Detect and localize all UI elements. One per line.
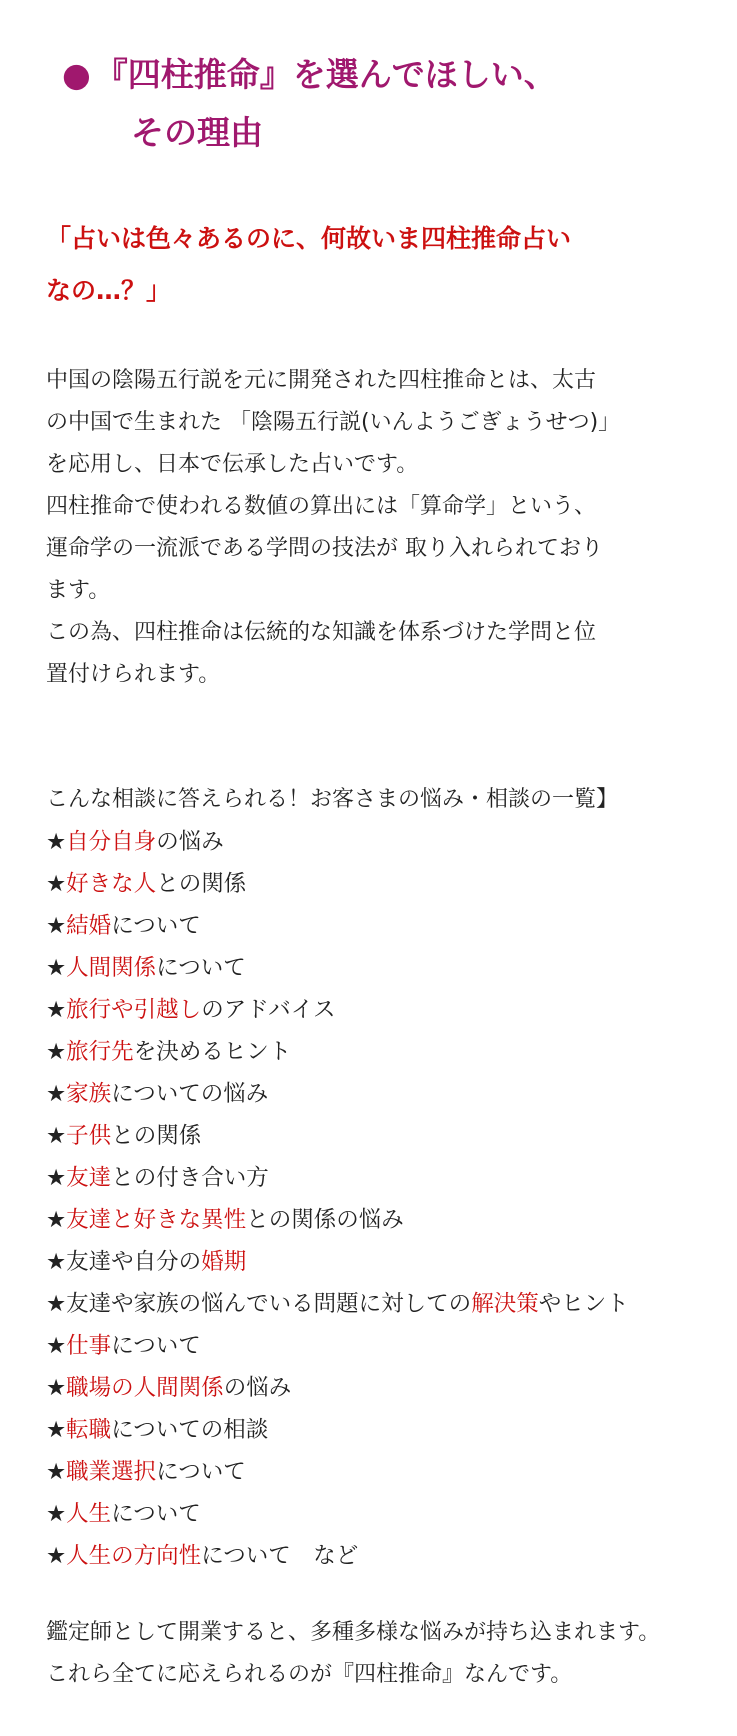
intro-line: を応用し、日本で伝承した占いです。 bbox=[46, 452, 419, 477]
list-item bbox=[46, 1241, 629, 1283]
list-item-text: 友達や自分の bbox=[66, 1249, 202, 1275]
list-item bbox=[46, 821, 629, 863]
list-item-highlight: 解決策 bbox=[471, 1291, 539, 1317]
list-item bbox=[46, 1535, 629, 1577]
bullet-icon: ● bbox=[62, 55, 91, 94]
star-icon: ★ bbox=[46, 1375, 67, 1401]
list-item-highlight: 自分自身 bbox=[66, 829, 157, 855]
list-item-text: について bbox=[111, 913, 201, 939]
star-icon: ★ bbox=[46, 1459, 67, 1485]
list-item-highlight: 友達 bbox=[66, 1165, 112, 1191]
list-item-highlight: 転職 bbox=[66, 1417, 112, 1443]
section-title-line1: 『四柱推命』を選んでほしい、 bbox=[94, 55, 557, 94]
list-item bbox=[46, 947, 629, 989]
list-item-text: の悩み bbox=[223, 1375, 292, 1401]
list-item-text: について bbox=[111, 1501, 201, 1527]
list-item bbox=[46, 1199, 629, 1241]
list-item bbox=[46, 1367, 629, 1409]
list-item-highlight: 職業選択 bbox=[66, 1459, 157, 1485]
list-item-highlight: 好きな人 bbox=[66, 871, 157, 897]
closing-paragraph bbox=[46, 1612, 660, 1696]
intro-line: ます。 bbox=[46, 578, 111, 603]
consultation-list-heading: こんな相談に答えられる！お客さまの悩み・相談の一覧】 bbox=[46, 787, 619, 812]
list-item-text: との関係の悩み bbox=[246, 1207, 404, 1233]
intro-line: この為、四柱推命は伝統的な知識を体系づけた学問と位 bbox=[46, 620, 597, 645]
list-item-text: やヒント bbox=[538, 1291, 629, 1317]
intro-line: 中国の陰陽五行説を元に開発された四柱推命とは、太古 bbox=[46, 368, 597, 393]
list-item-text: について bbox=[156, 955, 246, 981]
list-item bbox=[46, 1115, 629, 1157]
list-item-highlight: 職場の人間関係 bbox=[66, 1375, 224, 1401]
list-item bbox=[46, 1451, 629, 1493]
consultation-list bbox=[46, 821, 629, 1577]
star-icon: ★ bbox=[46, 1333, 67, 1359]
star-icon: ★ bbox=[46, 1249, 67, 1275]
star-icon: ★ bbox=[46, 1165, 67, 1191]
star-icon: ★ bbox=[46, 1543, 67, 1569]
intro-line: 運命学の一流派である学問の技法が 取り入れられており bbox=[46, 536, 603, 561]
list-item bbox=[46, 1073, 629, 1115]
star-icon: ★ bbox=[46, 1081, 67, 1107]
list-item-highlight: 人間関係 bbox=[66, 955, 157, 981]
list-item-highlight: 旅行先 bbox=[66, 1039, 134, 1065]
star-icon: ★ bbox=[46, 871, 67, 897]
star-icon: ★ bbox=[46, 1417, 67, 1443]
intro-line: の中国で生まれた 「陰陽五行説(いんようごぎょうせつ)」 bbox=[46, 410, 621, 435]
list-item-text: の悩み bbox=[156, 829, 224, 855]
list-item bbox=[46, 1325, 629, 1367]
list-item-highlight: 結婚 bbox=[66, 913, 112, 939]
question-line1: 「占いは色々あるのに、何故いま四柱推命占い bbox=[46, 224, 572, 253]
list-item bbox=[46, 905, 629, 947]
list-item-text: のアドバイス bbox=[201, 997, 336, 1023]
list-item-text: 友達や家族の悩んでいる問題に対しての bbox=[66, 1291, 472, 1317]
list-item-highlight: 友達と好きな異性 bbox=[66, 1207, 247, 1233]
list-item-highlight: 家族 bbox=[66, 1081, 112, 1107]
list-item bbox=[46, 1157, 629, 1199]
list-item-highlight: 人生 bbox=[66, 1501, 112, 1527]
star-icon: ★ bbox=[46, 829, 67, 855]
list-item-highlight: 仕事 bbox=[66, 1333, 112, 1359]
list-item bbox=[46, 1283, 629, 1325]
star-icon: ★ bbox=[46, 1207, 67, 1233]
list-item bbox=[46, 1493, 629, 1535]
star-icon: ★ bbox=[46, 1039, 67, 1065]
list-item-text: を決めるヒント bbox=[133, 1039, 292, 1065]
list-item-text: について bbox=[111, 1333, 201, 1359]
closing-line: これら全てに応えられるのが『四柱推命』なんです。 bbox=[46, 1662, 573, 1687]
list-item-text: との関係 bbox=[111, 1123, 202, 1149]
list-item-text: について bbox=[156, 1459, 246, 1485]
list-item-highlight: 旅行や引越し bbox=[66, 997, 202, 1023]
star-icon: ★ bbox=[46, 913, 67, 939]
intro-line: 四柱推命で使われる数値の算出には「算命学」という、 bbox=[46, 494, 597, 519]
intro-line: 置付けられます。 bbox=[46, 662, 221, 687]
intro-paragraph bbox=[46, 360, 620, 696]
list-item-text: との付き合い方 bbox=[111, 1165, 269, 1191]
list-item-text: との関係 bbox=[156, 871, 247, 897]
star-icon: ★ bbox=[46, 1291, 67, 1317]
star-icon: ★ bbox=[46, 997, 67, 1023]
list-item bbox=[46, 1031, 629, 1073]
list-item-highlight: 子供 bbox=[66, 1123, 112, 1149]
list-item bbox=[46, 989, 629, 1031]
section-title bbox=[62, 46, 557, 162]
list-item-highlight: 婚期 bbox=[201, 1249, 247, 1275]
star-icon: ★ bbox=[46, 1501, 67, 1527]
list-item-text: についての相談 bbox=[111, 1417, 269, 1443]
question-heading bbox=[46, 213, 571, 317]
closing-line: 鑑定師として開業すると、多種多様な悩みが持ち込まれます。 bbox=[46, 1620, 661, 1645]
list-item bbox=[46, 1409, 629, 1451]
star-icon: ★ bbox=[46, 1123, 67, 1149]
question-line2: なの…？」 bbox=[46, 276, 172, 305]
list-item-text: について など bbox=[201, 1543, 359, 1569]
list-item-highlight: 人生の方向性 bbox=[66, 1543, 202, 1569]
list-item bbox=[46, 863, 629, 905]
section-title-line2: その理由 bbox=[131, 113, 263, 152]
star-icon: ★ bbox=[46, 955, 67, 981]
list-item-text: についての悩み bbox=[111, 1081, 269, 1107]
